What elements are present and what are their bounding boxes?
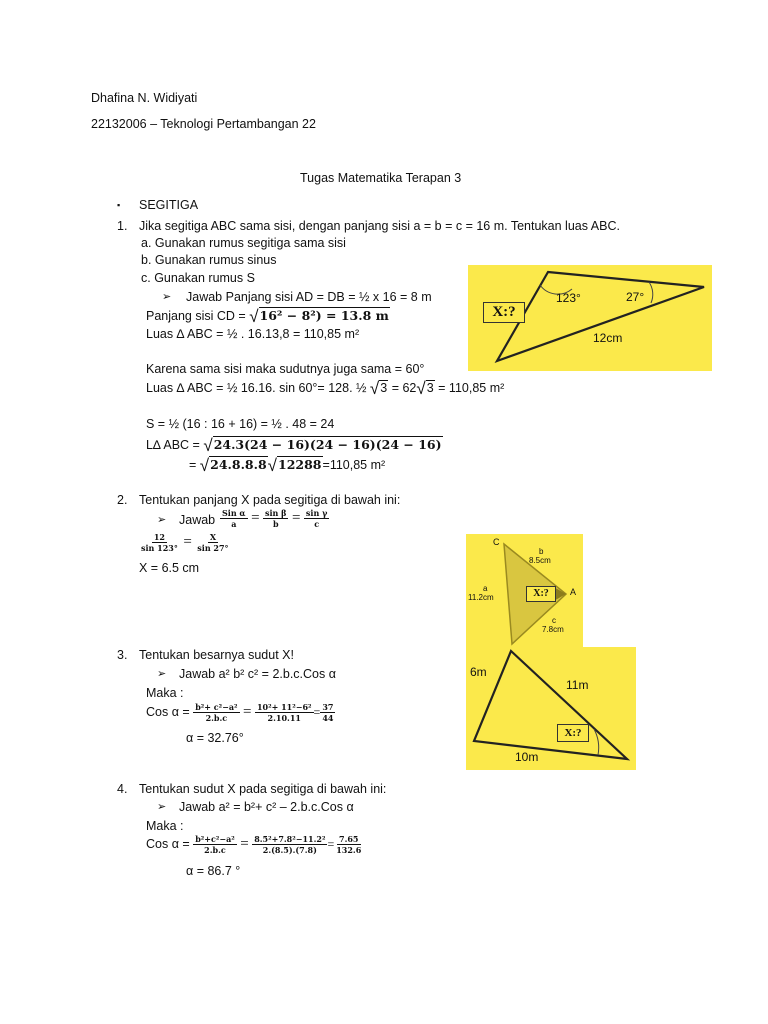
sqrt-icon: √	[203, 436, 213, 455]
q1-cd-expr: 16² − 8²) = 13.8 m	[259, 308, 389, 323]
q1-heron-result-expr2: 12288	[278, 457, 322, 472]
q2-result: X = 6.5 cm	[139, 561, 200, 575]
q1-luas-2-part-a: Luas ∆ ABC = ½ 16.16. sin 60°= 128. ½	[146, 381, 370, 395]
figure-2-c-letter: c	[552, 616, 556, 625]
q3-text: Tentukan besarnya sudut X!	[139, 648, 294, 662]
figure-3-x-label: X:?	[557, 724, 589, 742]
q3-frac-2: $\frac{\text{10²+ 11²−6²}}{2.10.11}$	[256, 702, 312, 723]
q2-frac-g1: $\frac{12}{\sin 123^\circ}$	[141, 532, 178, 553]
q4-frac-1: $\frac{\text{b²+c²−a²}}{2.b.c}$	[195, 834, 235, 855]
sqrt-icon: √	[267, 456, 278, 475]
figure-2-a-value: 11.2cm	[468, 593, 494, 602]
q1-luas-1: Luas ∆ ABC = ½ . 16.13,8 = 110,85 m²	[146, 327, 360, 341]
figure-2-c-value: 7.8cm	[542, 625, 564, 634]
q4-number: 4.	[117, 782, 128, 796]
q1-option-b: b. Gunakan rumus sinus	[141, 253, 277, 267]
figure-2-b-value: 8.5cm	[529, 556, 551, 565]
q1-heron-result-expr1: 24.8.8.8	[210, 457, 267, 472]
sqrt-icon: √	[249, 307, 259, 326]
q1-heron-result-prefix: =	[189, 458, 200, 472]
q3-number: 3.	[117, 648, 128, 662]
q2-frac-1: $\frac{\text{Sin α}}{a}$	[222, 508, 246, 529]
sqrt-icon: √	[369, 379, 380, 398]
figure-2-vertex-c: C	[493, 537, 500, 547]
sqrt-icon: √	[199, 456, 210, 475]
figure-3-triangle	[466, 647, 636, 770]
q2-jawab: Jawab	[179, 513, 216, 527]
sqrt-icon: √	[416, 379, 426, 398]
figure-2-a-letter: a	[483, 584, 488, 593]
q1-heron-line	[146, 438, 443, 453]
figure-2-triangle	[466, 534, 583, 647]
section-heading: SEGITIGA	[139, 198, 199, 212]
author-name: Dhafina N. Widiyati	[91, 91, 198, 105]
figure-3-side-6m: 6m	[470, 665, 487, 679]
q3-result: α = 32.76°	[186, 731, 244, 745]
arrow-bullet-icon: ➢	[157, 514, 167, 526]
q1-heron-expr: 24.3(24 − 16)(24 − 16)(24 − 16)	[213, 437, 442, 452]
q4-equation: Cos α = $\frac{\text{b²+c²−a²}}{2.b.c}$ = $\frac{\text{8.5²+7.8²−11.2²}}{2.(8.5).(7.8)}$ = $\frac{7.65}{132.6}$	[146, 834, 362, 855]
figure-2-b-letter: b	[539, 547, 544, 556]
q1-luas-2-part-c: = 110,85 m²	[434, 381, 505, 395]
figure-3-svg	[466, 647, 636, 770]
figure-1-angle-123: 123°	[556, 291, 581, 305]
q2-text: Tentukan panjang X pada segitiga di bawah ini:	[139, 493, 401, 507]
q3-maka: Maka :	[146, 686, 184, 700]
q1-answer: Jawab Panjang sisi AD = DB = ½ x 16 = 8 m	[186, 290, 432, 304]
figure-1-x-label: X:?	[483, 302, 525, 323]
figure-1-triangle	[468, 265, 712, 371]
figure-1-side-12cm: 12cm	[593, 331, 623, 345]
arrow-bullet-icon: ➢	[162, 291, 172, 303]
q4-frac-3: $\frac{7.65}{132.6}$	[336, 834, 362, 855]
q1-luas-2-root-a: 3	[380, 381, 388, 395]
q1-s-line: S = ½ (16 : 16 + 16) = ½ . 48 = 24	[146, 417, 335, 431]
figure-2-x-label: X:?	[526, 586, 556, 602]
q4-text: Tentukan sudut X pada segitiga di bawah ini:	[139, 782, 387, 796]
q1-number: 1.	[117, 219, 128, 233]
student-id-line: 22132006 – Teknologi Pertambangan 22	[91, 117, 316, 131]
figure-3-side-11m: 11m	[566, 678, 589, 692]
q1-cd-line	[146, 309, 390, 324]
q1-text: Jika segitiga ABC sama sisi, dengan panjang sisi a = b = c = 16 m. Tentukan luas ABC.	[139, 219, 620, 233]
q1-heron-prefix: L∆ ABC =	[146, 438, 204, 452]
q1-luas-2-root-b: 3	[426, 381, 434, 395]
q1-option-a: a. Gunakan rumus segitiga sama sisi	[141, 236, 346, 250]
q1-option-c: c. Gunakan rumus S	[141, 271, 255, 285]
figure-1-angle-27: 27°	[626, 290, 645, 304]
q1-heron-result	[189, 458, 385, 473]
q2-frac-2: $\frac{\text{sin β}}{b}$	[265, 508, 287, 529]
q4-result: α = 86.7 °	[186, 864, 241, 878]
q3-answer: Jawab a² b² c² = 2.b.c.Cos α	[179, 667, 336, 681]
q1-sama-sisi: Karena sama sisi maka sudutnya juga sama = 60°	[146, 362, 425, 376]
q4-frac-2: $\frac{\text{8.5²+7.8²−11.2²}}{2.(8.5).(7.8)}$	[254, 834, 326, 855]
figure-2-vertex-a: A	[570, 587, 577, 597]
document-title: Tugas Matematika Terapan 3	[300, 171, 462, 185]
q4-answer: Jawab a² = b²+ c² – 2.b.c.Cos α	[179, 800, 354, 814]
q4-maka: Maka :	[146, 819, 184, 833]
q2-equation: $\frac{12}{\sin 123^\circ}$ = $\frac{X}{\sin 27^\circ}$	[141, 532, 229, 553]
arrow-bullet-icon: ➢	[157, 668, 167, 680]
bullet-icon: ▪	[117, 200, 121, 210]
q1-luas-2-part-b: = 62	[388, 381, 417, 395]
figure-3-side-10m: 10m	[515, 750, 539, 764]
q3-equation: Cos α = $\frac{\text{b²+ c²−a²}}{2.b.c}$ = $\frac{\text{10²+ 11²−6²}}{2.10.11}$ = $\frac{37}{44}$	[146, 702, 334, 723]
q3-frac-3: $\frac{37}{44}$	[322, 702, 334, 723]
q1-cd-prefix: Panjang sisi CD =	[146, 309, 250, 323]
arrow-bullet-icon: ➢	[157, 801, 167, 813]
q2-number: 2.	[117, 493, 128, 507]
q2-sine-rule: $\frac{\text{Sin α}}{a}$ = $\frac{\text{sin β}}{b}$ = $\frac{\text{sin γ}}{c}$	[222, 508, 328, 529]
q1-heron-result-suffix: =110,85 m²	[322, 458, 386, 472]
q3-frac-1: $\frac{\text{b²+ c²−a²}}{2.b.c}$	[195, 702, 238, 723]
q2-frac-g2: $\frac{X}{\sin 27^\circ}$	[197, 532, 229, 553]
q2-frac-3: $\frac{\text{sin γ}}{c}$	[305, 508, 328, 529]
q1-luas-2	[146, 381, 504, 396]
